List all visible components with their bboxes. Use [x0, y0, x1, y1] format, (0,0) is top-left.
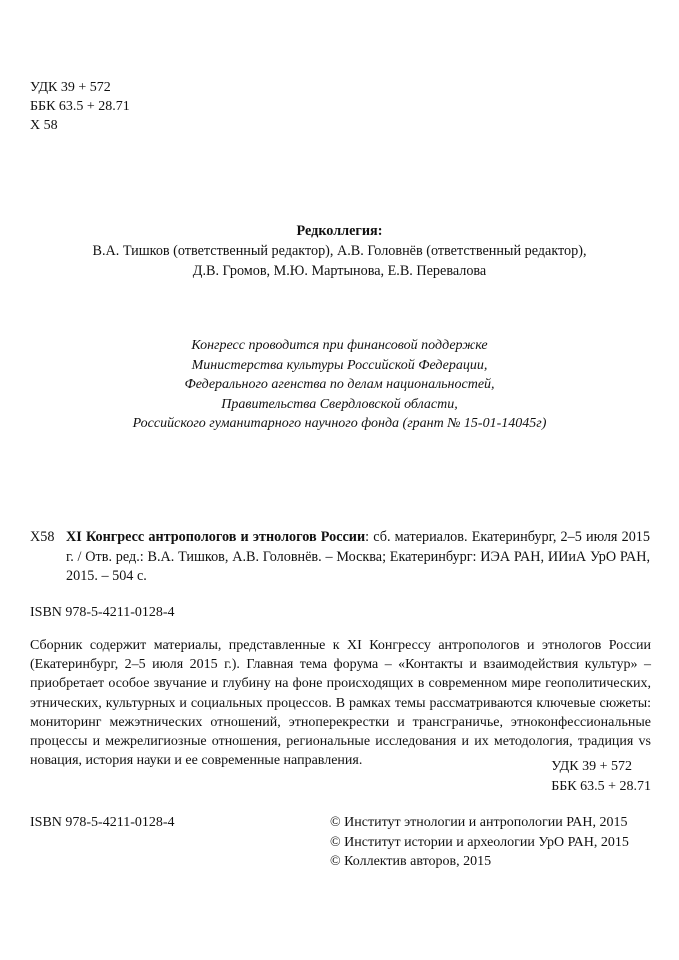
sponsor-line: Министерства культуры Российской Федерации, — [191, 357, 488, 373]
bbk-code: ББК 63.5 + 28.71 — [551, 778, 651, 794]
udk-code: УДК 39 + 572 — [551, 759, 632, 774]
bibliographic-details: : сб. материалов. Екатеринбург, 2–5 июля 2015 г. / Отв. ред.: В.А. Тишков, А.В. Головнёв. – Москва; Екатеринбург: ИЭА РАН, ИИиА УрО РАН, 2015. – 504 с. — [66, 529, 650, 584]
editorial-board-title: Редколлегия: — [296, 223, 383, 239]
book-title: XI Конгресс антропологов и этнологов России — [66, 529, 366, 545]
editorial-board-line: В.А. Тишков (ответственный редактор), А.В. Головнёв (ответственный редактор), — [92, 243, 587, 259]
bibliographic-code: Х58 — [30, 529, 55, 545]
bibliographic-description — [66, 528, 650, 587]
sponsor-line: Российского гуманитарного научного фонда (грант № 15-01-14045г) — [132, 416, 547, 431]
copyright-line: © Институт истории и археологии УрО РАН, 2015 — [330, 834, 629, 850]
author-mark: Х 58 — [30, 118, 58, 133]
sponsor-line: Правительства Свердловской области, — [221, 396, 458, 412]
copyright-block — [330, 813, 629, 872]
bbk-code: ББК 63.5 + 28.71 — [30, 99, 130, 114]
udk-code: УДК 39 + 572 — [30, 80, 111, 95]
sponsor-line: Федерального агенства по делам национальностей, — [184, 377, 495, 392]
isbn-top: ISBN 978-5-4211-0128-4 — [30, 605, 175, 620]
editorial-board-line: Д.В. Громов, М.Ю. Мартынова, Е.В. Перевалова — [192, 263, 487, 279]
copyright-line: © Институт этнологии и антропологии РАН, 2015 — [330, 815, 628, 830]
editorial-board — [0, 221, 679, 281]
sponsor-line: Конгресс проводится при финансовой поддержке — [191, 338, 488, 353]
copyright-line: © Коллектив авторов, 2015 — [330, 854, 492, 869]
classification-block-bottom — [551, 757, 651, 796]
bibliographic-record — [30, 528, 650, 587]
classification-block-top — [30, 78, 130, 135]
abstract: Сборник содержит материалы, представленные к XI Конгрессу антропологов и этнологов России (Екатеринбург, 2–5 июля 2015 г.). Главная тема форума – «Контакты и взаимодействия культур» – приобретает особое звучание и глубину на фоне происходящих в современном мире геополитических, этнических, культурных и социальных процессов. В рамках темы рассматриваются ключевые сюжеты: мониторинг межэтнических отношений, этноперекрестки и трансграничье, этноконфессиональные процессы и межрелигиозные отношения, региональные исследования и их методология, традиция vs новация, история науки и ее современные направления. — [30, 638, 651, 769]
sponsor-note — [0, 336, 679, 434]
isbn-bottom: ISBN 978-5-4211-0128-4 — [30, 815, 175, 830]
